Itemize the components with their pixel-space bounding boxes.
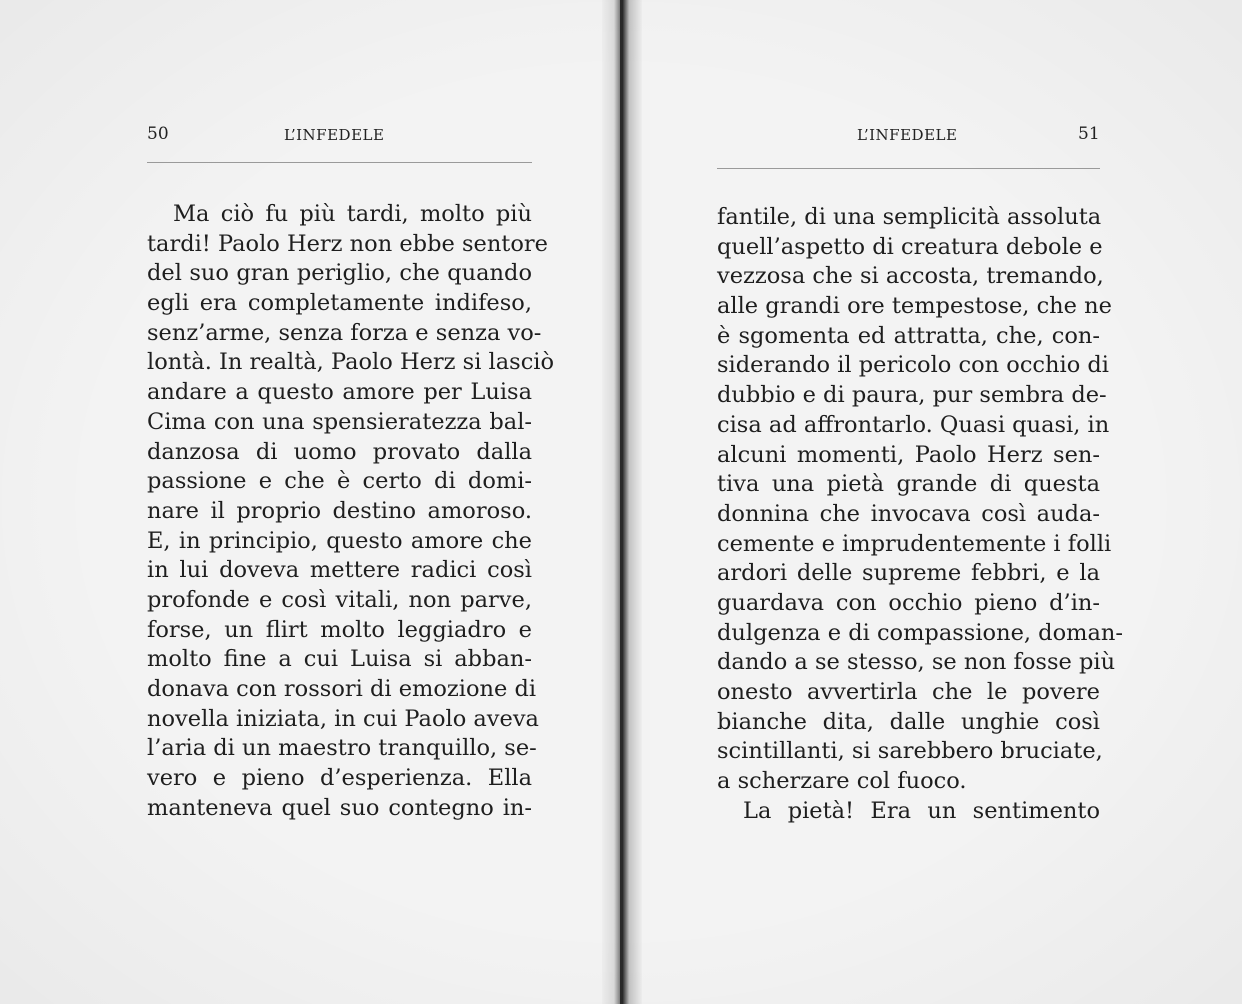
header-rule-right: [717, 168, 1100, 169]
text-line: del suo gran periglio, che quando: [147, 260, 532, 287]
running-head-left: L’INFEDELE: [284, 126, 385, 144]
text-line: è sgomenta ed attratta, che, con-: [717, 322, 1100, 349]
text-line: fantile, di una semplicità assoluta: [717, 204, 1102, 230]
left-page: [0, 0, 610, 1004]
page-number-left: 50: [147, 124, 169, 144]
text-line: manteneva quel suo contegno in-: [147, 794, 532, 821]
text-line: lontà. In realtà, Paolo Herz si lasciò: [147, 349, 555, 376]
text-line: vezzosa che si accosta, tremando,: [717, 263, 1104, 290]
text-line: onesto avvertirla che le povere: [717, 679, 1100, 705]
book-spine-line: [620, 0, 623, 1004]
text-line: donnina che invocava così auda-: [717, 500, 1100, 527]
text-line: danzosa di uomo provato dalla: [147, 438, 532, 465]
text-line: bianche dita, dalle unghie così: [717, 708, 1100, 735]
text-line: in lui doveva mettere radici così: [147, 557, 532, 584]
text-line: scintillanti, si sarebbero bruciate,: [717, 738, 1103, 765]
text-line: Cima con una spensieratezza bal-: [147, 408, 532, 435]
right-page-text: [717, 203, 1123, 826]
text-line: a scherzare col fuoco.: [717, 768, 967, 795]
text-line: tiva una pietà grande di questa: [717, 471, 1100, 498]
text-line: dubbio e di paura, pur sembra de-: [717, 382, 1107, 409]
page-number-right: 51: [1078, 124, 1100, 144]
text-line: dulgenza e di compassione, doman-: [717, 619, 1123, 646]
text-line: senz’arme, senza forza e senza vo-: [147, 319, 542, 346]
text-line: cisa ad affrontarlo. Quasi quasi, in: [717, 411, 1110, 438]
text-line: novella iniziata, in cui Paolo aveva: [147, 705, 539, 732]
text-line: quell’aspetto di creatura debole e: [717, 233, 1103, 260]
text-line: E, in principio, questo amore che: [147, 527, 532, 554]
text-line: donava con rossori di emozione di: [147, 676, 537, 702]
header-rule-left: [147, 162, 532, 163]
left-page-text: [147, 200, 555, 823]
text-line: andare a questo amore per Luisa: [147, 379, 532, 406]
text-line: egli era completamente indifeso,: [147, 290, 532, 317]
text-line: l’aria di un maestro tranquillo, se-: [147, 735, 537, 762]
text-line: La pietà! Era un sentimento: [743, 797, 1100, 824]
text-line: forse, un flirt molto leggiadro e: [147, 616, 532, 643]
text-line: ardori delle supreme febbri, e la: [717, 560, 1100, 587]
text-line: vero e pieno d’esperienza. Ella: [147, 765, 532, 792]
text-line: dando a se stesso, se non fosse più: [717, 649, 1116, 676]
text-line: profonde e così vitali, non parve,: [147, 586, 532, 613]
text-line: nare il proprio destino amoroso.: [147, 497, 532, 524]
text-line: molto fine a cui Luisa si abban-: [147, 646, 532, 673]
text-line: guardava con occhio pieno d’in-: [717, 589, 1100, 616]
text-line: alle grandi ore tempestose, che ne: [717, 293, 1112, 320]
text-line: passione e che è certo di domi-: [147, 468, 532, 495]
text-line: tardi! Paolo Herz non ebbe sentore: [147, 230, 548, 257]
text-line: alcuni momenti, Paolo Herz sen-: [717, 441, 1100, 468]
running-head-right: L’INFEDELE: [857, 126, 958, 144]
text-line: cemente e imprudentemente i folli: [717, 530, 1112, 557]
text-line: Ma ciò fu più tardi, molto più: [173, 201, 532, 227]
right-page: [632, 0, 1242, 1004]
text-line: siderando il pericolo con occhio di: [717, 352, 1110, 379]
